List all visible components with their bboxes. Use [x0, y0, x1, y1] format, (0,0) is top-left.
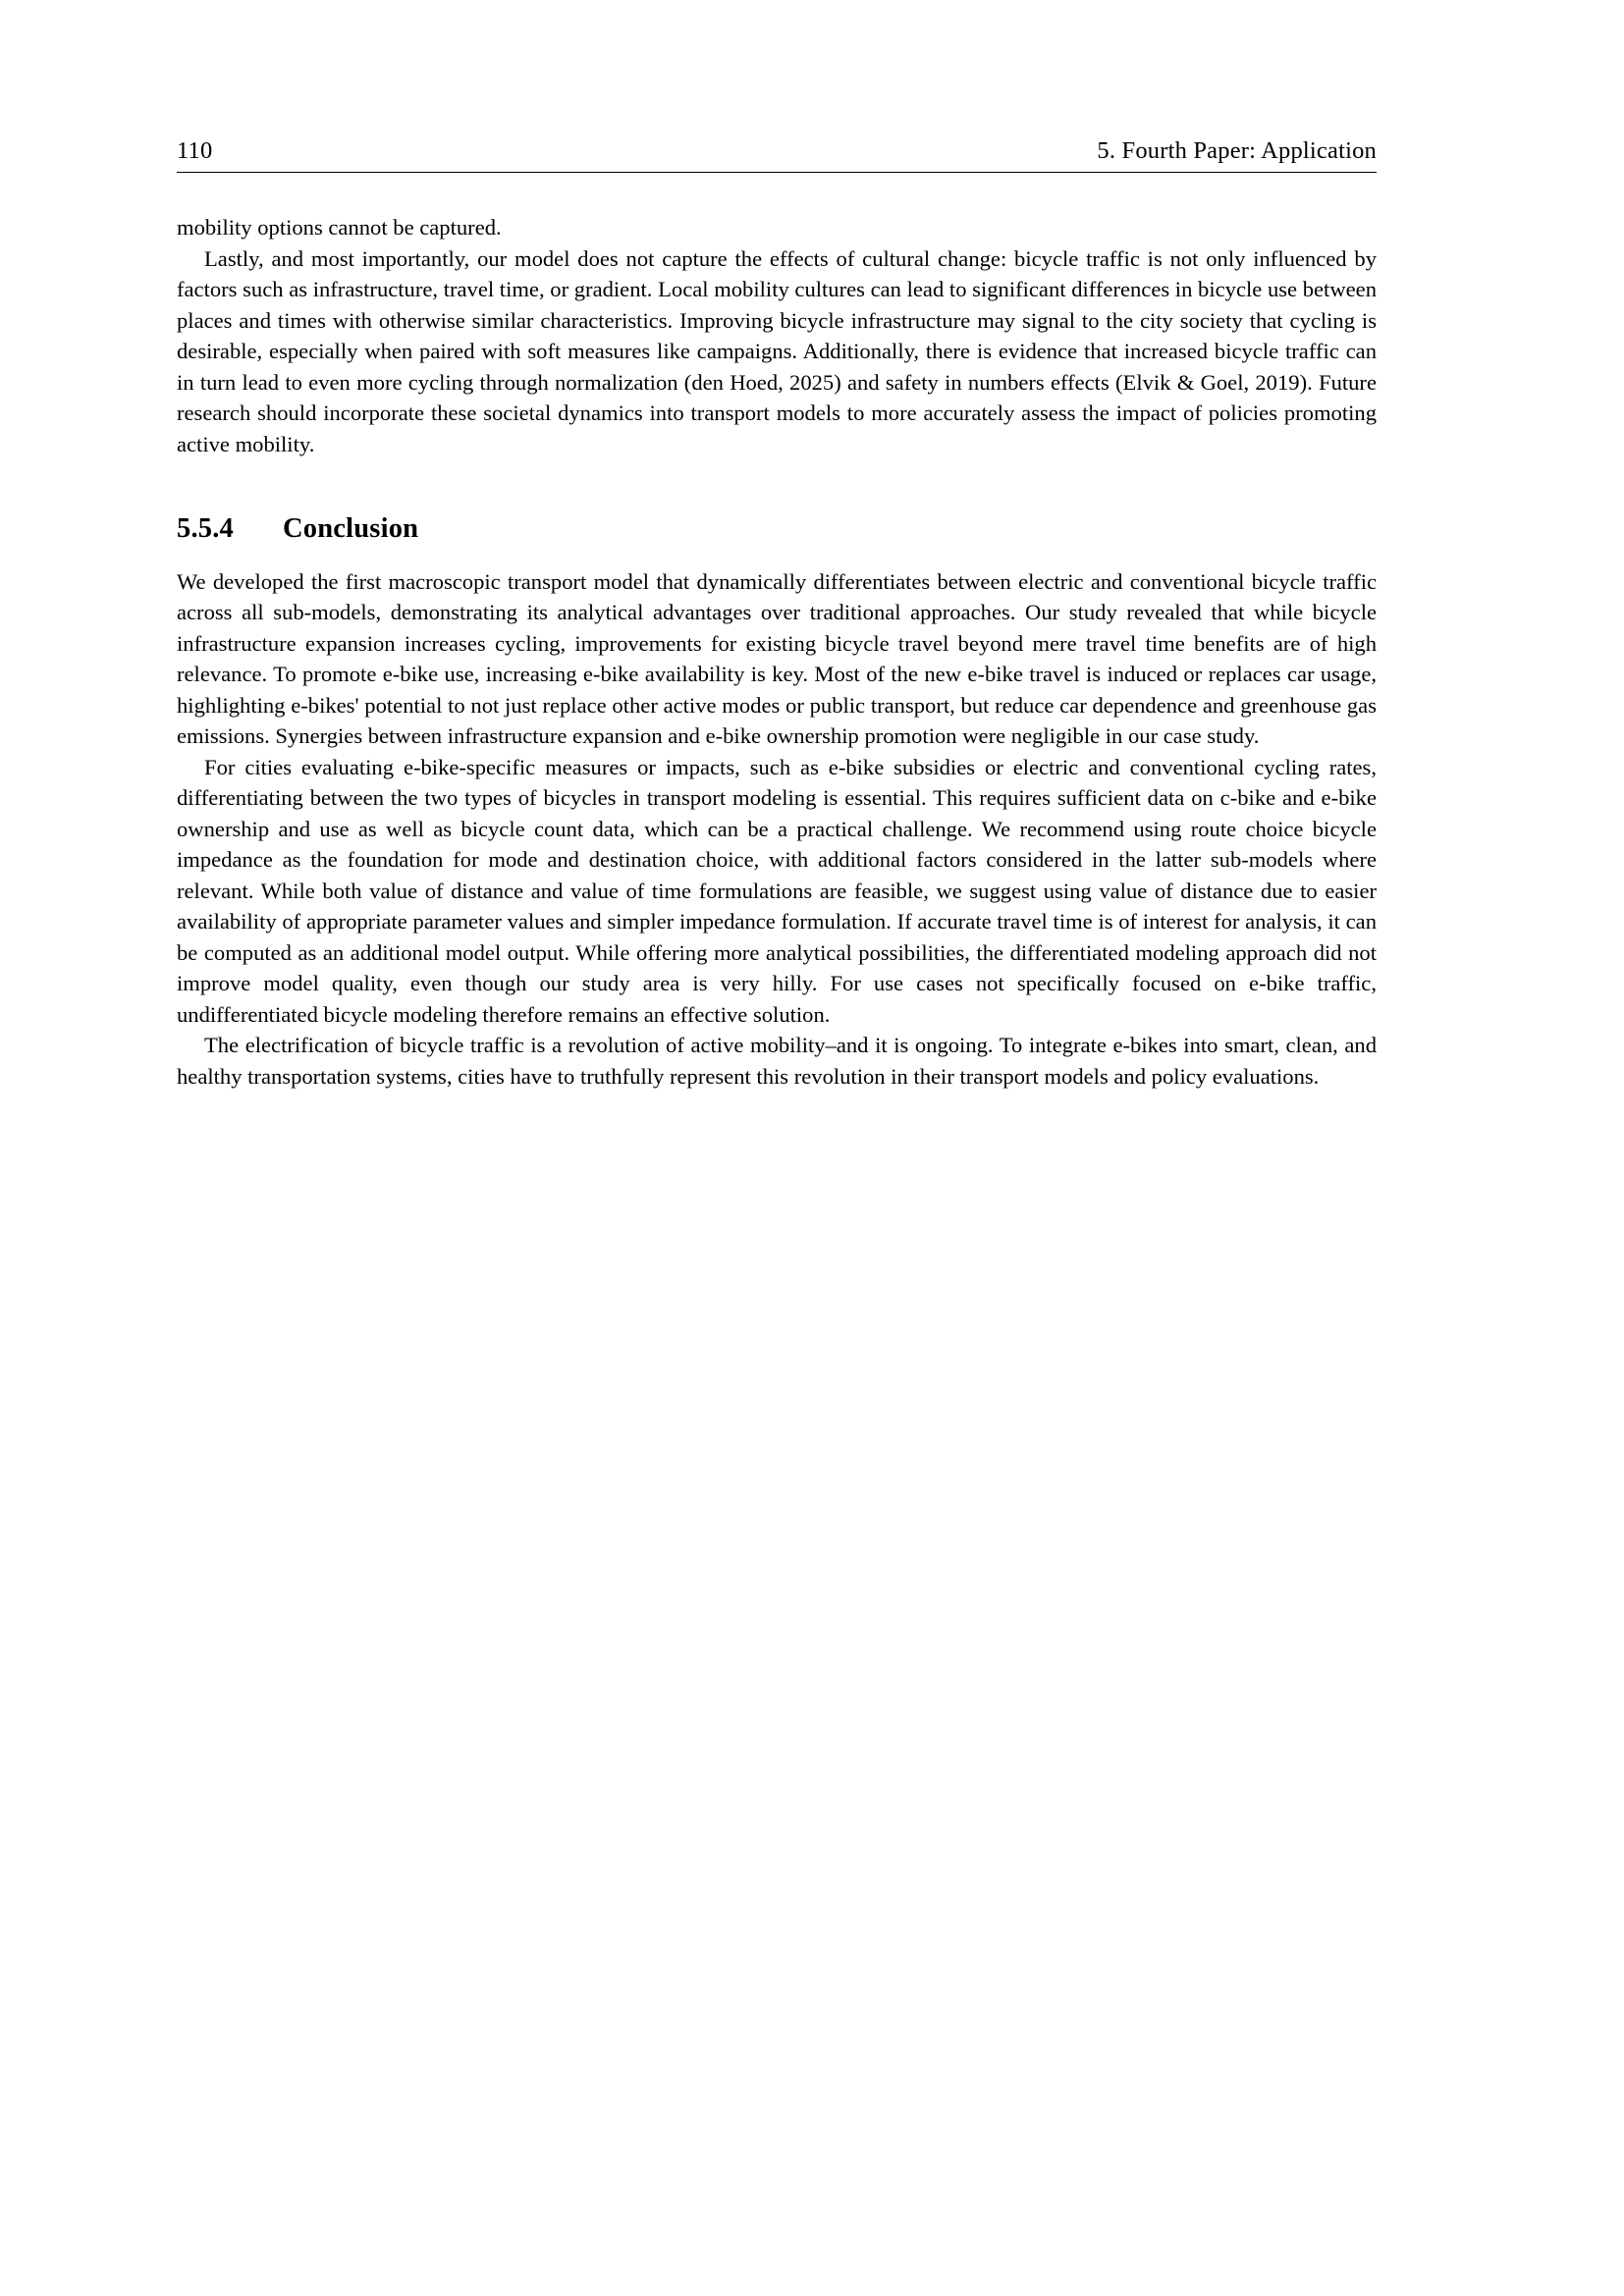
section-title: Conclusion — [283, 513, 419, 544]
chapter-title: 5. Fourth Paper: Application — [1097, 137, 1377, 164]
running-header — [177, 137, 1377, 173]
paragraph-conclusion-1: We developed the first macroscopic transport model that dynamically differentiates between electric and conventional bicycle traffic across all sub-models, demonstrating its analytical advantages over traditional approaches. Our study revealed that while bicycle infrastructure expansion increases cycling, improvements for existing bicycle travel beyond mere travel time benefits are of high relevance. To promote e-bike use, increasing e-bike availability is key. Most of the new e-bike travel is induced or replaces car usage, highlighting e-bikes' potential to not just replace other active modes or public transport, but reduce car dependence and greenhouse gas emissions. Synergies between infrastructure expansion and e-bike ownership promotion were negligible in our case study. — [177, 568, 1377, 748]
paragraph-continuation: mobility options cannot be captured. — [177, 215, 502, 240]
body-text — [177, 212, 1377, 1092]
section-heading-conclusion — [177, 513, 1377, 545]
page-number: 110 — [177, 137, 213, 164]
page-content — [177, 137, 1377, 1092]
paragraph-conclusion-3: The electrification of bicycle traffic is a revolution of active mobility–and it is ongoing. To integrate e-bikes into smart, clean, and healthy transportation systems, cities have to truthfully represent this revolution in their transport models and policy evaluations. — [177, 1033, 1377, 1089]
paragraph-cultural-change: Lastly, and most importantly, our model does not capture the effects of cultural change: bicycle traffic is not only influenced by factors such as infrastructure, travel time, or gradient. Local mobility cultures can lead to significant differences in bicycle use between places and times with otherwise similar characteristics. Improving bicycle infrastructure may signal to the city society that cycling is desirable, especially when paired with soft measures like campaigns. Additionally, there is evidence that increased bicycle traffic can in turn lead to even more cycling through normalization (den Hoed, 2025) and safety in numbers effects (Elvik & Goel, 2019). Future research should incorporate these societal dynamics into transport models to more accurately assess the impact of policies promoting active mobility. — [177, 245, 1377, 456]
section-number: 5.5.4 — [177, 513, 234, 544]
paragraph-conclusion-2: For cities evaluating e-bike-specific measures or impacts, such as e-bike subsidies or electric and conventional cycling rates, differentiating between the two types of bicycles in transport modeling is essential. This requires sufficient data on c-bike and e-bike ownership and use as well as bicycle count data, which can be a practical challenge. We recommend using route choice bicycle impedance as the foundation for mode and destination choice, with additional factors considered in the latter sub-models where relevant. While both value of distance and value of time formulations are feasible, we suggest using value of distance due to easier availability of appropriate parameter values and simpler impedance formulation. If accurate travel time is of interest for analysis, it can be computed as an additional model output. While offering more analytical possibilities, the differentiated modeling approach did not improve model quality, even though our study area is very hilly. For use cases not specifically focused on e-bike traffic, undifferentiated bicycle modeling therefore remains an effective solution. — [177, 754, 1377, 1027]
